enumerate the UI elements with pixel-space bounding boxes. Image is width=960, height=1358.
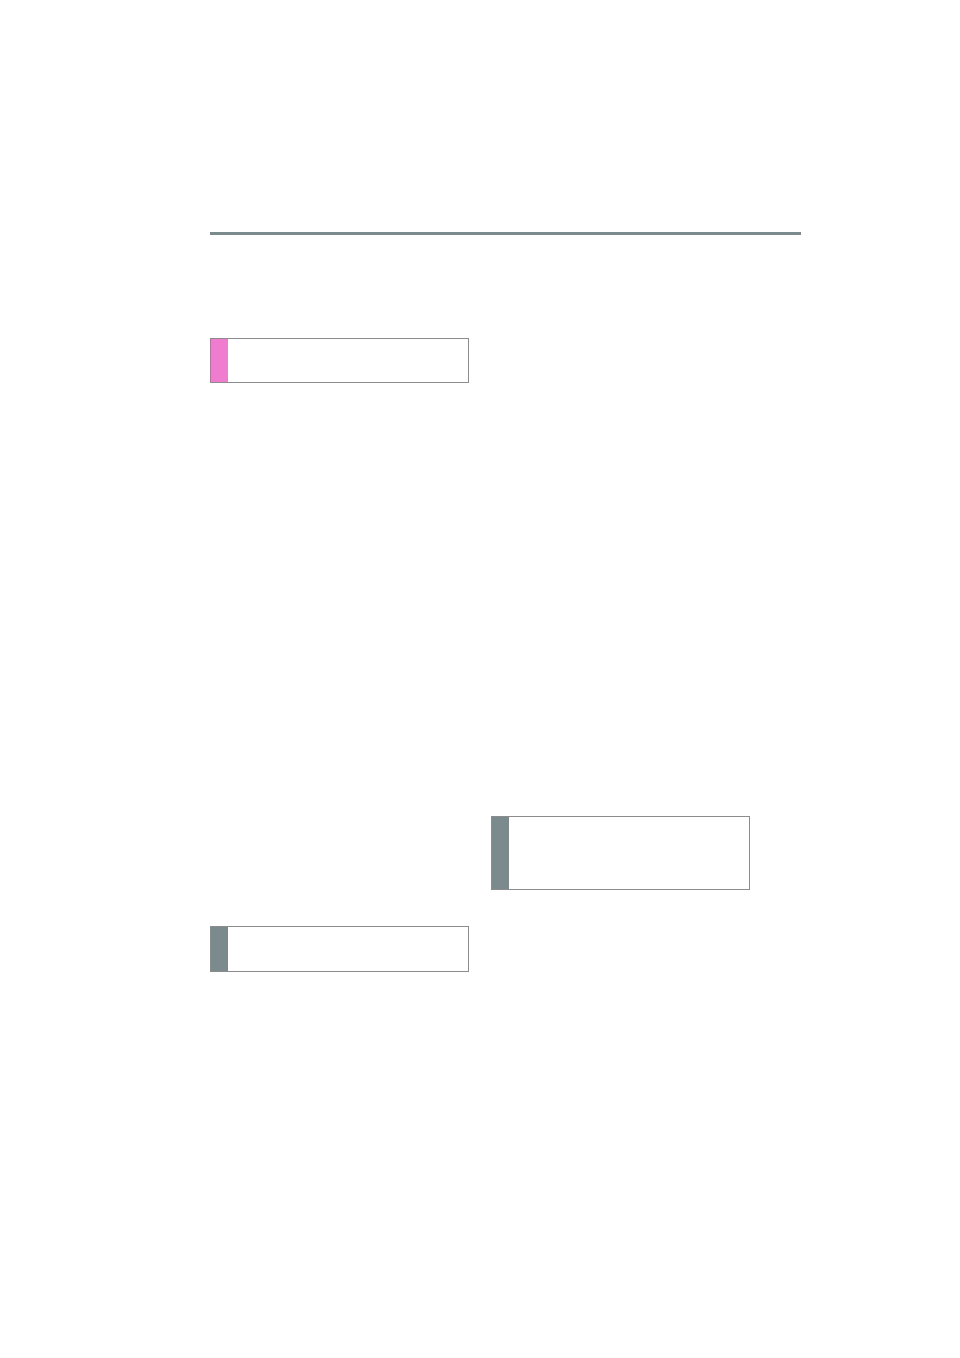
chapter-2-tab — [211, 927, 228, 971]
chapter-2-box[interactable] — [210, 926, 469, 972]
chapter-3-tab — [492, 817, 509, 889]
chapter-3-box[interactable] — [491, 816, 750, 890]
header-rule — [210, 232, 801, 235]
chapter-1-box[interactable] — [210, 338, 469, 383]
chapter-1-tab — [211, 339, 228, 382]
